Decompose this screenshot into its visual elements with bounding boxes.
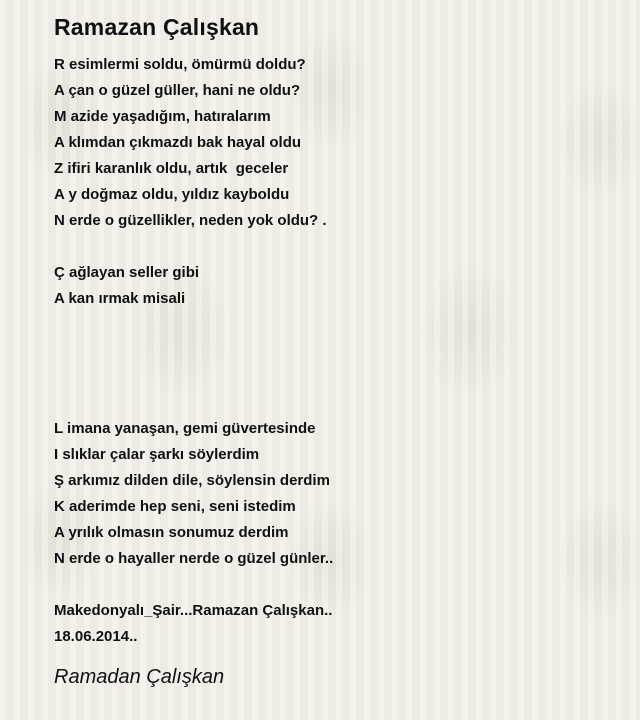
stanza-3 bbox=[54, 416, 624, 572]
poem-line: A y doğmaz oldu, yıldız kayboldu bbox=[54, 186, 290, 203]
poem-container bbox=[54, 12, 624, 690]
stanza-2 bbox=[54, 260, 624, 312]
poem-line: N erde o güzellikler, neden yok oldu? . bbox=[54, 212, 327, 229]
signature-line: Makedonyalı_Şair...Ramazan Çalışkan.. bbox=[54, 602, 333, 619]
poem-line: A kan ırmak misali bbox=[54, 290, 186, 307]
poem-line: A klımdan çıkmazdı bak hayal oldu bbox=[54, 134, 302, 151]
poem-title: Ramazan Çalışkan bbox=[54, 14, 260, 40]
poem-line: N erde o hayaller nerde o güzel günler.. bbox=[54, 550, 334, 567]
poem-line: Ç ağlayan seller gibi bbox=[54, 264, 200, 281]
stanza-gap bbox=[54, 312, 624, 416]
poem-line: A çan o güzel güller, hani ne oldu? bbox=[54, 82, 301, 99]
signature-block bbox=[54, 598, 624, 650]
poem-line: R esimlermi soldu, ömürmü doldu? bbox=[54, 56, 306, 73]
poem-line: Ş arkımız dilden dile, söylensin derdim bbox=[54, 472, 330, 489]
poem-body bbox=[54, 52, 624, 650]
signature-date: 18.06.2014.. bbox=[54, 628, 138, 645]
poem-line: L imana yanaşan, gemi güvertesinde bbox=[54, 420, 316, 437]
poem-line: Z ifiri karanlık oldu, artık geceler bbox=[54, 160, 289, 177]
stanza-gap bbox=[54, 234, 624, 260]
poem-line: I slıklar çalar şarkı söylerdim bbox=[54, 446, 260, 463]
author-name[interactable]: Ramadan Çalışkan bbox=[54, 666, 225, 688]
poem-line: A yrılık olmasın sonumuz derdim bbox=[54, 524, 289, 541]
poem-line: M azide yaşadığım, hatıralarım bbox=[54, 108, 271, 125]
poem-line: K aderimde hep seni, seni istedim bbox=[54, 498, 296, 515]
stanza-1 bbox=[54, 52, 624, 234]
